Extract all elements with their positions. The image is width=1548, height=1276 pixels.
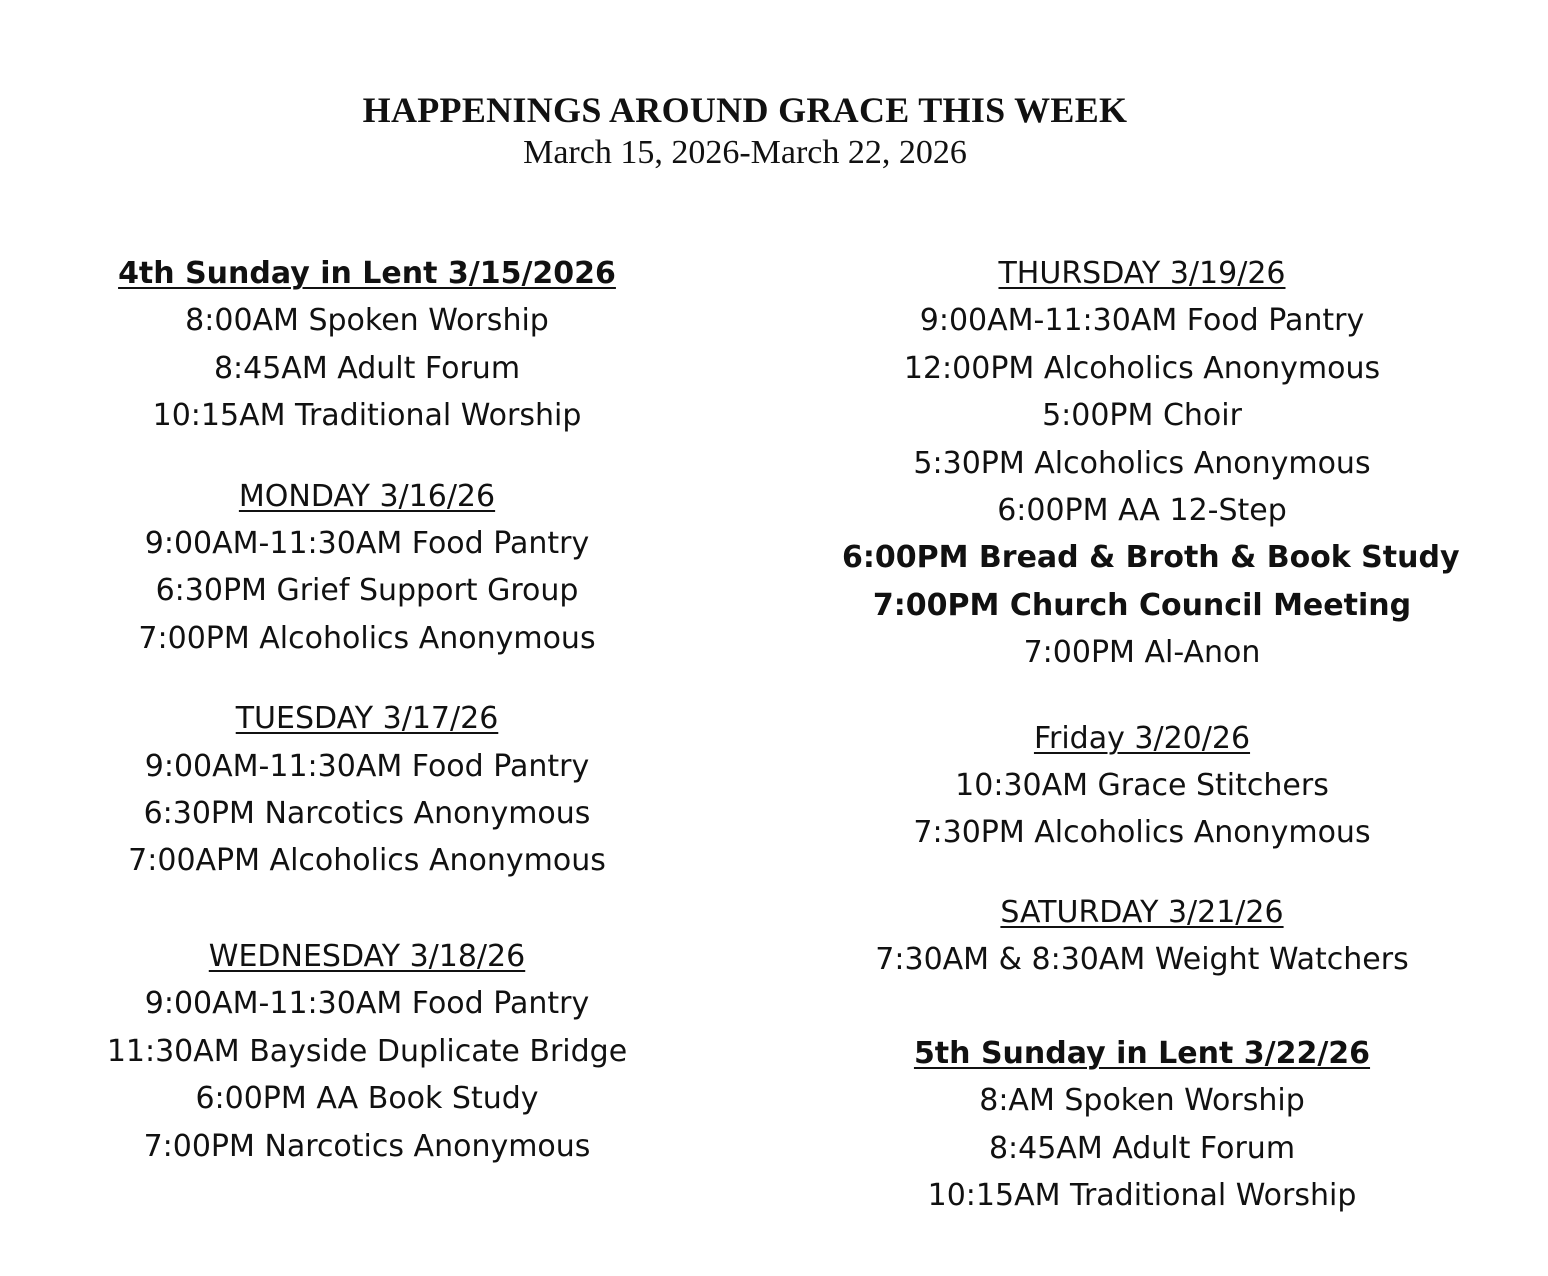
event-item: 7:00PM Alcoholics Anonymous — [138, 620, 596, 656]
left-column — [70, 250, 664, 1170]
event-item: 6:00PM AA 12-Step — [997, 493, 1287, 529]
event-item: 7:00APM Alcoholics Anonymous — [128, 843, 606, 879]
day-heading: THURSDAY 3/19/26 — [998, 256, 1286, 291]
day-heading: TUESDAY 3/17/26 — [235, 701, 499, 737]
event-item: 9:00AM-11:30AM Food Pantry — [144, 748, 590, 784]
day-block — [842, 250, 1460, 677]
event-item: 11:30AM Bayside Duplicate Bridge — [106, 1033, 628, 1069]
day-block — [70, 473, 664, 663]
event-item: 7:00PM Church Council Meeting — [872, 587, 1412, 623]
event-item: 12:00PM Alcoholics Anonymous — [903, 350, 1381, 386]
event-item: 10:15AM Traditional Worship — [152, 398, 582, 434]
event-item: 6:00PM Bread & Broth & Book Study — [842, 540, 1460, 576]
day-heading: MONDAY 3/16/26 — [238, 478, 496, 514]
event-item: 9:00AM-11:30AM Food Pantry — [144, 986, 590, 1022]
right-column — [842, 250, 1460, 1219]
day-heading: 4th Sunday in Lent 3/15/2026 — [118, 256, 616, 291]
day-block — [70, 933, 664, 1170]
day-heading: 5th Sunday in Lent 3/22/26 — [913, 1035, 1371, 1071]
event-item: 8:AM Spoken Worship — [979, 1083, 1305, 1119]
day-block — [70, 695, 664, 885]
event-item: 8:00AM Spoken Worship — [185, 303, 549, 339]
event-item: 7:00PM Narcotics Anonymous — [143, 1128, 591, 1164]
date-range: March 15, 2026-March 22, 2026 — [523, 134, 967, 171]
event-item: 6:00PM AA Book Study — [195, 1081, 539, 1117]
event-item: 9:00AM-11:30AM Food Pantry — [144, 526, 590, 562]
event-item: 5:30PM Alcoholics Anonymous — [913, 445, 1371, 481]
day-block — [842, 715, 1442, 857]
event-item: 10:30AM Grace Stitchers — [955, 768, 1329, 804]
event-item: 7:30AM & 8:30AM Weight Watchers — [875, 942, 1409, 978]
event-item: 7:00PM Al-Anon — [1023, 635, 1261, 671]
event-item: 9:00AM-11:30AM Food Pantry — [919, 303, 1365, 339]
bulletin-header — [0, 88, 1490, 174]
day-heading: SATURDAY 3/21/26 — [1000, 894, 1284, 930]
page-title: HAPPENINGS AROUND GRACE THIS WEEK — [362, 90, 1128, 130]
day-heading: Friday 3/20/26 — [1033, 720, 1251, 756]
event-item: 6:30PM Grief Support Group — [155, 573, 579, 609]
event-item: 6:30PM Narcotics Anonymous — [143, 796, 591, 832]
event-item: 10:15AM Traditional Worship — [927, 1177, 1357, 1213]
event-item: 5:00PM Choir — [1042, 398, 1242, 434]
event-item: 8:45AM Adult Forum — [213, 350, 521, 386]
event-item: 7:30PM Alcoholics Anonymous — [913, 815, 1371, 851]
day-block — [842, 1030, 1442, 1220]
day-block — [842, 889, 1442, 984]
day-block — [70, 250, 664, 440]
day-heading: WEDNESDAY 3/18/26 — [208, 938, 526, 974]
event-item: 8:45AM Adult Forum — [988, 1130, 1296, 1166]
